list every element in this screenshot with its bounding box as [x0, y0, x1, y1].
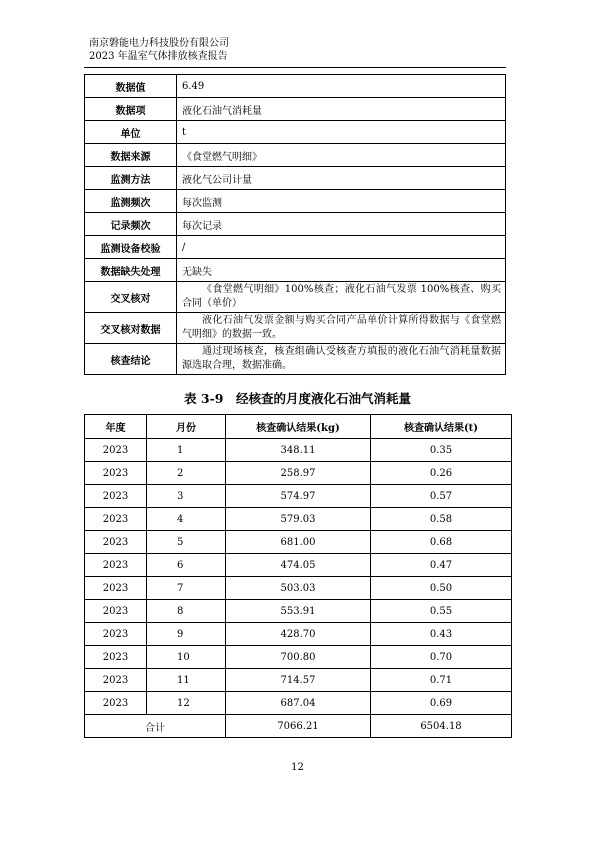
header-divider — [84, 67, 506, 68]
kg-cell: 681.00 — [226, 531, 371, 554]
table-row — [85, 577, 512, 600]
info-key: 监测设备校验 — [85, 236, 177, 259]
table-row — [85, 600, 512, 623]
total-label: 合计 — [85, 715, 226, 738]
month-cell: 10 — [147, 646, 226, 669]
info-key: 核查结论 — [85, 344, 177, 375]
info-key: 数据来源 — [85, 144, 177, 167]
info-value: 《食堂燃气明细》 — [177, 144, 506, 167]
kg-cell: 700.80 — [226, 646, 371, 669]
year-cell: 2023 — [85, 669, 147, 692]
t-cell: 0.68 — [371, 531, 512, 554]
t-cell: 0.47 — [371, 554, 512, 577]
info-value: 每次记录 — [177, 213, 506, 236]
info-value: 每次监测 — [177, 190, 506, 213]
year-cell: 2023 — [85, 692, 147, 715]
info-value: 液化气公司计量 — [177, 167, 506, 190]
kg-cell: 428.70 — [226, 623, 371, 646]
month-cell: 5 — [147, 531, 226, 554]
info-value: 6.49 — [177, 75, 506, 98]
month-cell: 4 — [147, 508, 226, 531]
info-row — [85, 282, 506, 313]
info-key: 交叉核对 — [85, 282, 177, 313]
month-cell: 7 — [147, 577, 226, 600]
t-cell: 0.69 — [371, 692, 512, 715]
year-cell: 2023 — [85, 554, 147, 577]
year-cell: 2023 — [85, 577, 147, 600]
data-info-table — [84, 74, 506, 375]
info-value: / — [177, 236, 506, 259]
month-cell: 3 — [147, 485, 226, 508]
column-header-t: 核查确认结果(t) — [371, 415, 512, 439]
kg-cell: 553.91 — [226, 600, 371, 623]
t-cell: 0.55 — [371, 600, 512, 623]
t-cell: 0.71 — [371, 669, 512, 692]
month-cell: 8 — [147, 600, 226, 623]
total-t: 6504.18 — [371, 715, 512, 738]
column-header-month: 月份 — [147, 415, 226, 439]
info-row — [85, 313, 506, 344]
info-row — [85, 236, 506, 259]
info-key: 交叉核对数据 — [85, 313, 177, 344]
column-header-kg: 核查确认结果(kg) — [226, 415, 371, 439]
column-header-year: 年度 — [85, 415, 147, 439]
kg-cell: 258.97 — [226, 462, 371, 485]
kg-cell: 474.05 — [226, 554, 371, 577]
table-row — [85, 554, 512, 577]
info-key: 记录频次 — [85, 213, 177, 236]
year-cell: 2023 — [85, 508, 147, 531]
table-row — [85, 439, 512, 462]
kg-cell: 687.04 — [226, 692, 371, 715]
table-caption: 表 3-9 经核查的月度液化石油气消耗量 — [184, 391, 411, 406]
month-cell: 9 — [147, 623, 226, 646]
t-cell: 0.70 — [371, 646, 512, 669]
table-row — [85, 646, 512, 669]
info-key: 监测方法 — [85, 167, 177, 190]
year-cell: 2023 — [85, 485, 147, 508]
report-title: 2023 年温室气体排放核查报告 — [89, 51, 228, 62]
info-value: 通过现场核查，核查组确认受核查方填报的液化石油气消耗量数据源选取合理，数据准确。 — [177, 344, 506, 375]
year-cell: 2023 — [85, 439, 147, 462]
month-cell: 11 — [147, 669, 226, 692]
company-name: 南京磐能电力科技股份有限公司 — [89, 38, 229, 49]
info-row — [85, 167, 506, 190]
t-cell: 0.43 — [371, 623, 512, 646]
table-row — [85, 531, 512, 554]
info-value: 液化石油气发票金额与购买合同产品单价计算所得数据与《食堂燃气明细》的数据一致。 — [177, 313, 506, 344]
total-kg: 7066.21 — [226, 715, 371, 738]
total-row — [85, 715, 512, 738]
table-row — [85, 669, 512, 692]
info-row — [85, 213, 506, 236]
info-row — [85, 98, 506, 121]
month-cell: 1 — [147, 439, 226, 462]
kg-cell: 714.57 — [226, 669, 371, 692]
monthly-consumption-table — [84, 414, 512, 738]
t-cell: 0.26 — [371, 462, 512, 485]
year-cell: 2023 — [85, 623, 147, 646]
month-cell: 6 — [147, 554, 226, 577]
kg-cell: 503.03 — [226, 577, 371, 600]
kg-cell: 574.97 — [226, 485, 371, 508]
table-row — [85, 623, 512, 646]
info-key: 监测频次 — [85, 190, 177, 213]
info-value: 无缺失 — [177, 259, 506, 282]
t-cell: 0.35 — [371, 439, 512, 462]
info-row — [85, 259, 506, 282]
info-key: 数据缺失处理 — [85, 259, 177, 282]
month-cell: 2 — [147, 462, 226, 485]
info-row — [85, 121, 506, 144]
table-header-row — [85, 415, 512, 439]
table-row — [85, 508, 512, 531]
info-value: t — [177, 121, 506, 144]
info-key: 数据项 — [85, 98, 177, 121]
table-row — [85, 485, 512, 508]
info-key: 单位 — [85, 121, 177, 144]
kg-cell: 348.11 — [226, 439, 371, 462]
info-value: 液化石油气消耗量 — [177, 98, 506, 121]
page-header — [89, 37, 229, 63]
kg-cell: 579.03 — [226, 508, 371, 531]
table-row — [85, 692, 512, 715]
info-value: 《食堂燃气明细》100%核查；液化石油气发票 100%核查、购买合同（单价） — [177, 282, 506, 313]
month-cell: 12 — [147, 692, 226, 715]
year-cell: 2023 — [85, 600, 147, 623]
year-cell: 2023 — [85, 462, 147, 485]
t-cell: 0.57 — [371, 485, 512, 508]
year-cell: 2023 — [85, 531, 147, 554]
year-cell: 2023 — [85, 646, 147, 669]
t-cell: 0.50 — [371, 577, 512, 600]
info-key: 数据值 — [85, 75, 177, 98]
info-row — [85, 190, 506, 213]
info-row — [85, 344, 506, 375]
info-row — [85, 75, 506, 98]
t-cell: 0.58 — [371, 508, 512, 531]
table-row — [85, 462, 512, 485]
page-number: 12 — [291, 762, 304, 773]
info-row — [85, 144, 506, 167]
